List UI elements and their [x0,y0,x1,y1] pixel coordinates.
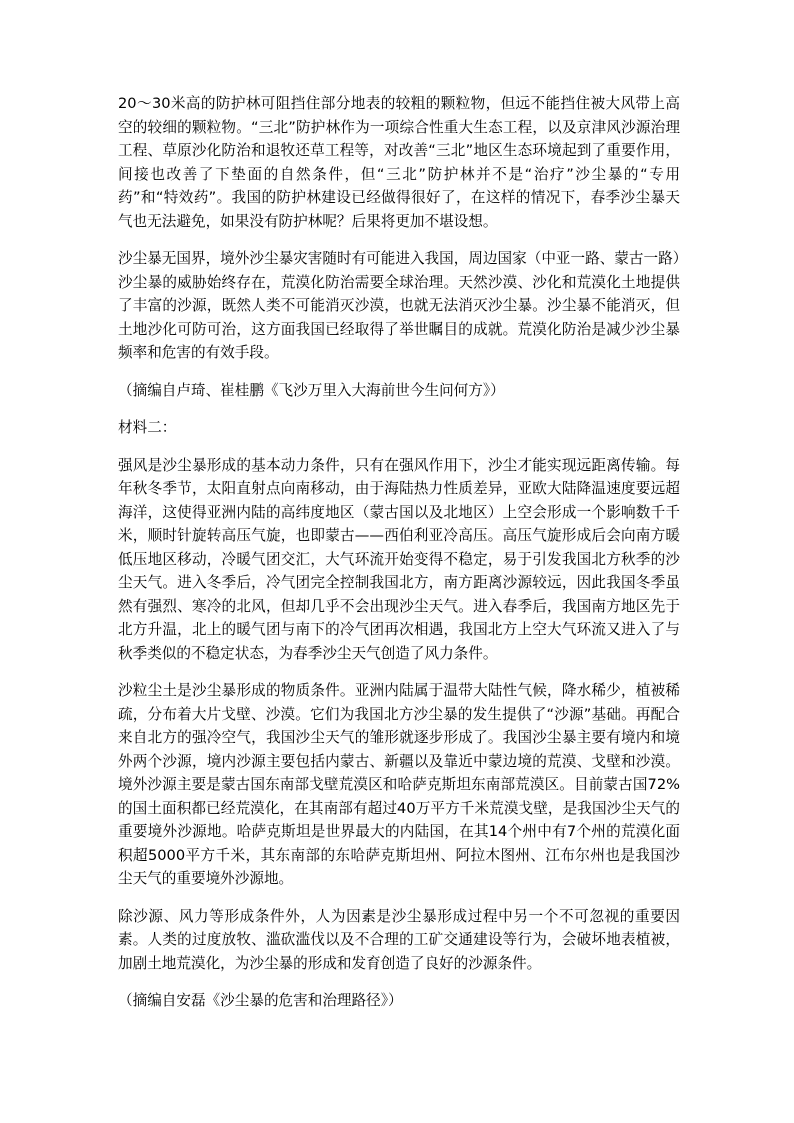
document-page [118,92,680,1027]
paragraph-strong-wind: 强风是沙尘暴形成的基本动力条件，只有在强风作用下，沙尘才能实现远距离传输。每年秋冬季节，太阳直射点向南移动，由于海陆热力性质差异，亚欧大陆降温速度要远超海洋，这使得亚洲内陆的高纬度地区（蒙古国以及北地区）上空会形成一个影响数千千米，顺时针旋转高压气旋，也即蒙古——西伯利亚冷高压。高压气旋形成后会向南方暖低压地区移动，冷暖气团交汇，大气环流开始变得不稳定，易于引发我国北方秋季的沙尘天气。进入冬季后，冷气团完全控制我国北方，南方距离沙源较远，因此我国冬季虽然有强烈、寒冷的北风，但却几乎不会出现沙尘天气。进入春季后，我国南方地区先于北方升温，北上的暖气团与南下的冷气团再次相遇，我国北方上空大气环流又进入了与秋季类似的不稳定状态，为春季沙尘天气创造了风力条件。 [118,456,680,662]
paragraph-no-borders: 沙尘暴无国界，境外沙尘暴灾害随时有可能进入我国，周边国家（中亚一路、蒙古一路）沙尘暴的威胁始终存在，荒漠化防治需要全球治理。天然沙漠、沙化和荒漠化土地提供了丰富的沙源，既然人类不可能消灭沙漠，也就无法消灭沙尘暴。沙尘暴不能消灭，但土地沙化可防可治，这方面我国已经取得了举世瞩目的成就。荒漠化防治是减少沙尘暴频率和危害的有效手段。 [118,250,680,361]
paragraph-human-factors: 除沙源、风力等形成条件外，人为因素是沙尘暴形成过程中另一个不可忽视的重要因素。人类的过度放牧、滥砍滥伐以及不合理的工矿交通建设等行为，会破坏地表植被，加剧土地荒漠化，为沙尘暴的形成和发育创造了良好的沙源条件。 [118,907,680,972]
paragraph-sand-source: 沙粒尘土是沙尘暴形成的物质条件。亚洲内陆属于温带大陆性气候，降水稀少，植被稀疏，分布着大片戈壁、沙漠。它们为我国北方沙尘暴的发生提供了“沙源”基础。再配合来自北方的强冷空气，我国沙尘天气的雏形就逐步形成了。我国沙尘暴主要有境内和境外两个沙源，境内沙源主要包括内蒙古、新疆以及靠近中蒙边境的荒漠、戈壁和沙漠。境外沙源主要是蒙古国东南部戈壁荒漠区和哈萨克斯坦东南部荒漠区。目前蒙古国72%的国土面积都已经荒漠化，在其南部有超过40万平方千米荒漠戈壁，是我国沙尘天气的重要境外沙源地。哈萨克斯坦是世界最大的内陆国，在其14个州中有7个州的荒漠化面积超5000平方千米，其东南部的东哈萨克斯坦州、阿拉木图州、江布尔州也是我国沙尘天气的重要境外沙源地。 [118,682,680,887]
paragraph-shelterbelt: 20～30米高的防护林可阻挡住部分地表的较粗的颗粒物，但远不能挡住被大风带上高空的较细的颗粒物。“三北”防护林作为一项综合性重大生态工程，以及京津风沙源治理工程、草原沙化防治和退牧还草工程等，对改善“三北”地区生态环境起到了重要作用，间接也改善了下垫面的自然条件，但“三北”防护林并不是“治疗”沙尘暴的“专用药”和“特效药”。我国的防护林建设已经做得很好了，在这样的情况下，春季沙尘暴天气也无法避免，如果没有防护林呢？后果将更加不堪设想。 [118,95,680,230]
source-citation-2: （摘编自安磊《沙尘暴的危害和治理路径》） [118,992,403,1009]
source-citation-1: （摘编自卢琦、崔桂鹏《飞沙万里入大海前世今生问何方》） [118,381,505,399]
material-two-heading: 材料二： [118,419,177,436]
